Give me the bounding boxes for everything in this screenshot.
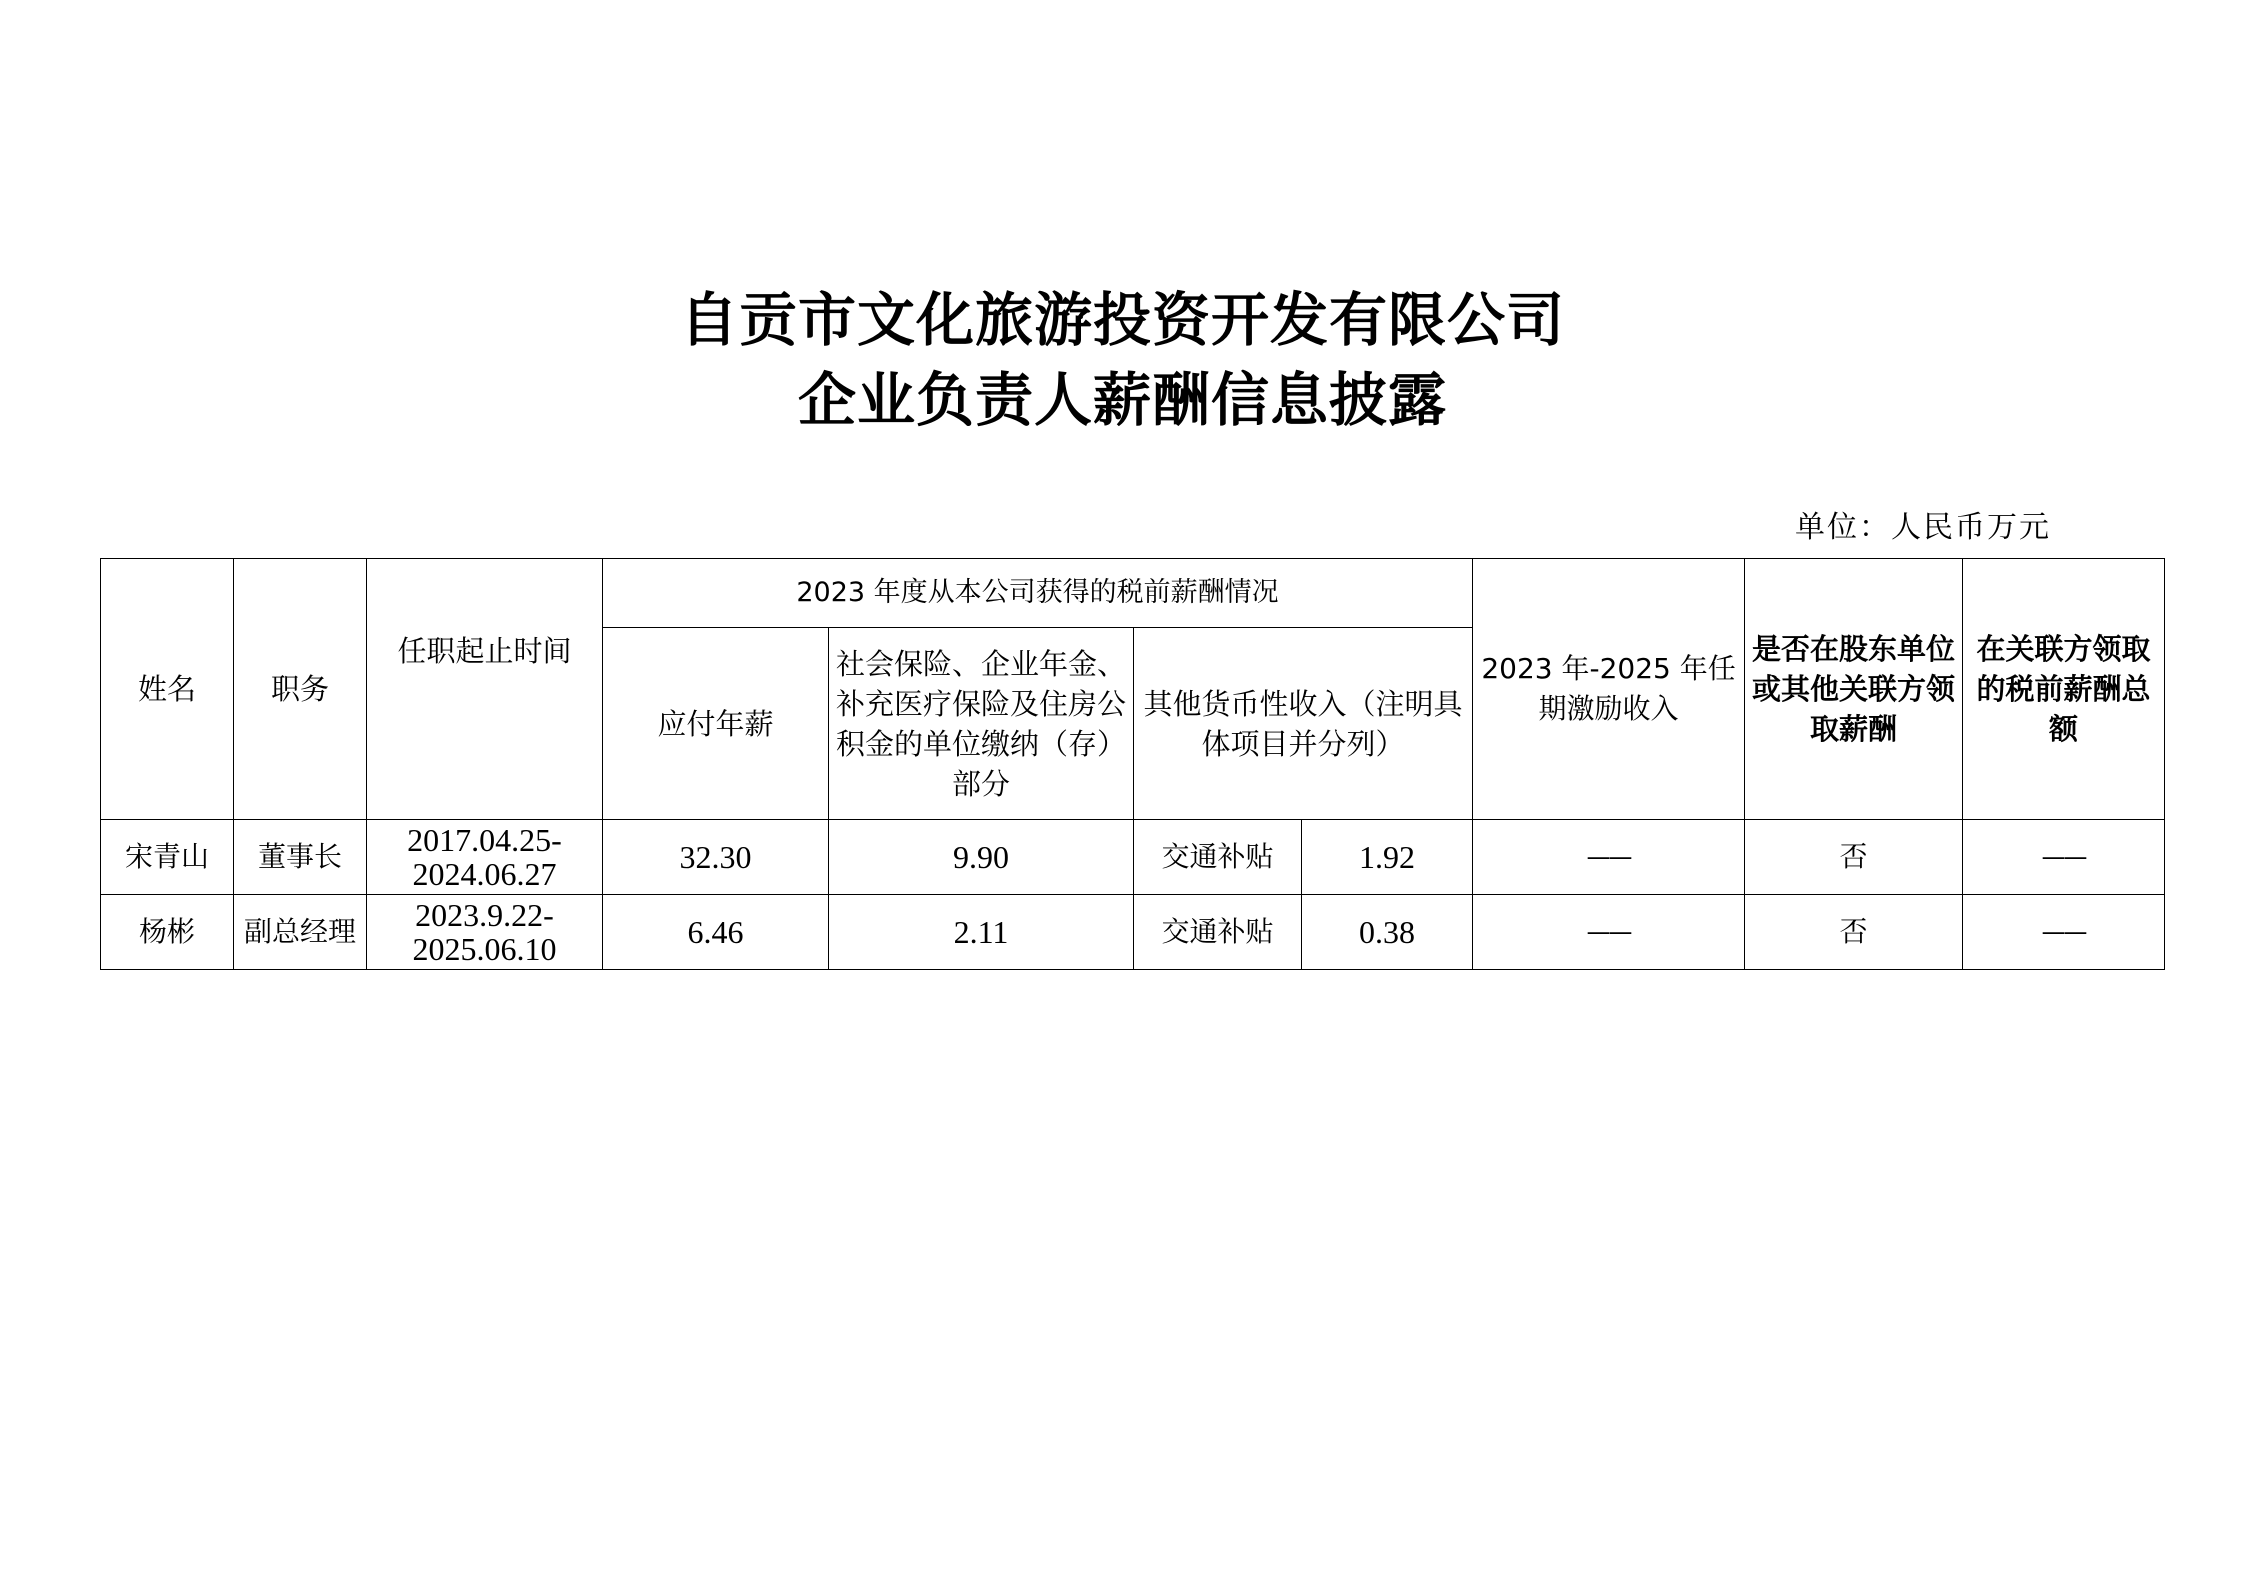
cell-social-insurance: 2.11 xyxy=(829,895,1134,970)
table-row xyxy=(101,820,2165,895)
header-related-total: 在关联方领取的税前薪酬总额 xyxy=(1963,559,2165,820)
cell-tenure: 2023.9.22-2025.06.10 xyxy=(367,895,603,970)
cell-other-value: 1.92 xyxy=(1302,820,1473,895)
table-row xyxy=(101,895,2165,970)
cell-other-item: 交通补贴 xyxy=(1134,895,1302,970)
cell-name: 宋青山 xyxy=(101,820,234,895)
header-other-income: 其他货币性收入（注明具体项目并分列） xyxy=(1134,628,1473,820)
cell-position: 副总经理 xyxy=(234,895,367,970)
cell-name: 杨彬 xyxy=(101,895,234,970)
cell-annual-salary: 32.30 xyxy=(603,820,829,895)
header-social-insurance: 社会保险、企业年金、补充医疗保险及住房公积金的单位缴纳（存）部分 xyxy=(829,628,1134,820)
page-subtitle: 企业负责人薪酬信息披露 xyxy=(797,366,1447,434)
cell-incentive: —— xyxy=(1473,820,1745,895)
header-group-2023: 2023 年度从本公司获得的税前薪酬情况 xyxy=(603,559,1473,628)
cell-incentive: —— xyxy=(1473,895,1745,970)
cell-tenure: 2017.04.25-2024.06.27 xyxy=(367,820,603,895)
cell-position: 董事长 xyxy=(234,820,367,895)
cell-other-item: 交通补贴 xyxy=(1134,820,1302,895)
header-annual-salary: 应付年薪 xyxy=(603,628,829,820)
header-name: 姓名 xyxy=(101,559,234,820)
cell-annual-salary: 6.46 xyxy=(603,895,829,970)
cell-shareholder-paid: 否 xyxy=(1745,820,1963,895)
cell-shareholder-paid: 否 xyxy=(1745,895,1963,970)
cell-related-total: —— xyxy=(1963,895,2165,970)
header-tenure: 任职起止时间 xyxy=(367,559,603,820)
header-row-1 xyxy=(101,559,2165,628)
unit-label: 单位：人民币万元 xyxy=(1795,510,2051,545)
salary-table xyxy=(100,558,2165,970)
header-shareholder-paid: 是否在股东单位或其他关联方领取薪酬 xyxy=(1745,559,1963,820)
header-incentive: 2023 年-2025 年任期激励收入 xyxy=(1473,559,1745,820)
header-position: 职务 xyxy=(234,559,367,820)
cell-other-value: 0.38 xyxy=(1302,895,1473,970)
cell-related-total: —— xyxy=(1963,820,2165,895)
page-title: 自贡市文化旅游投资开发有限公司 xyxy=(679,286,1565,354)
cell-social-insurance: 9.90 xyxy=(829,820,1134,895)
